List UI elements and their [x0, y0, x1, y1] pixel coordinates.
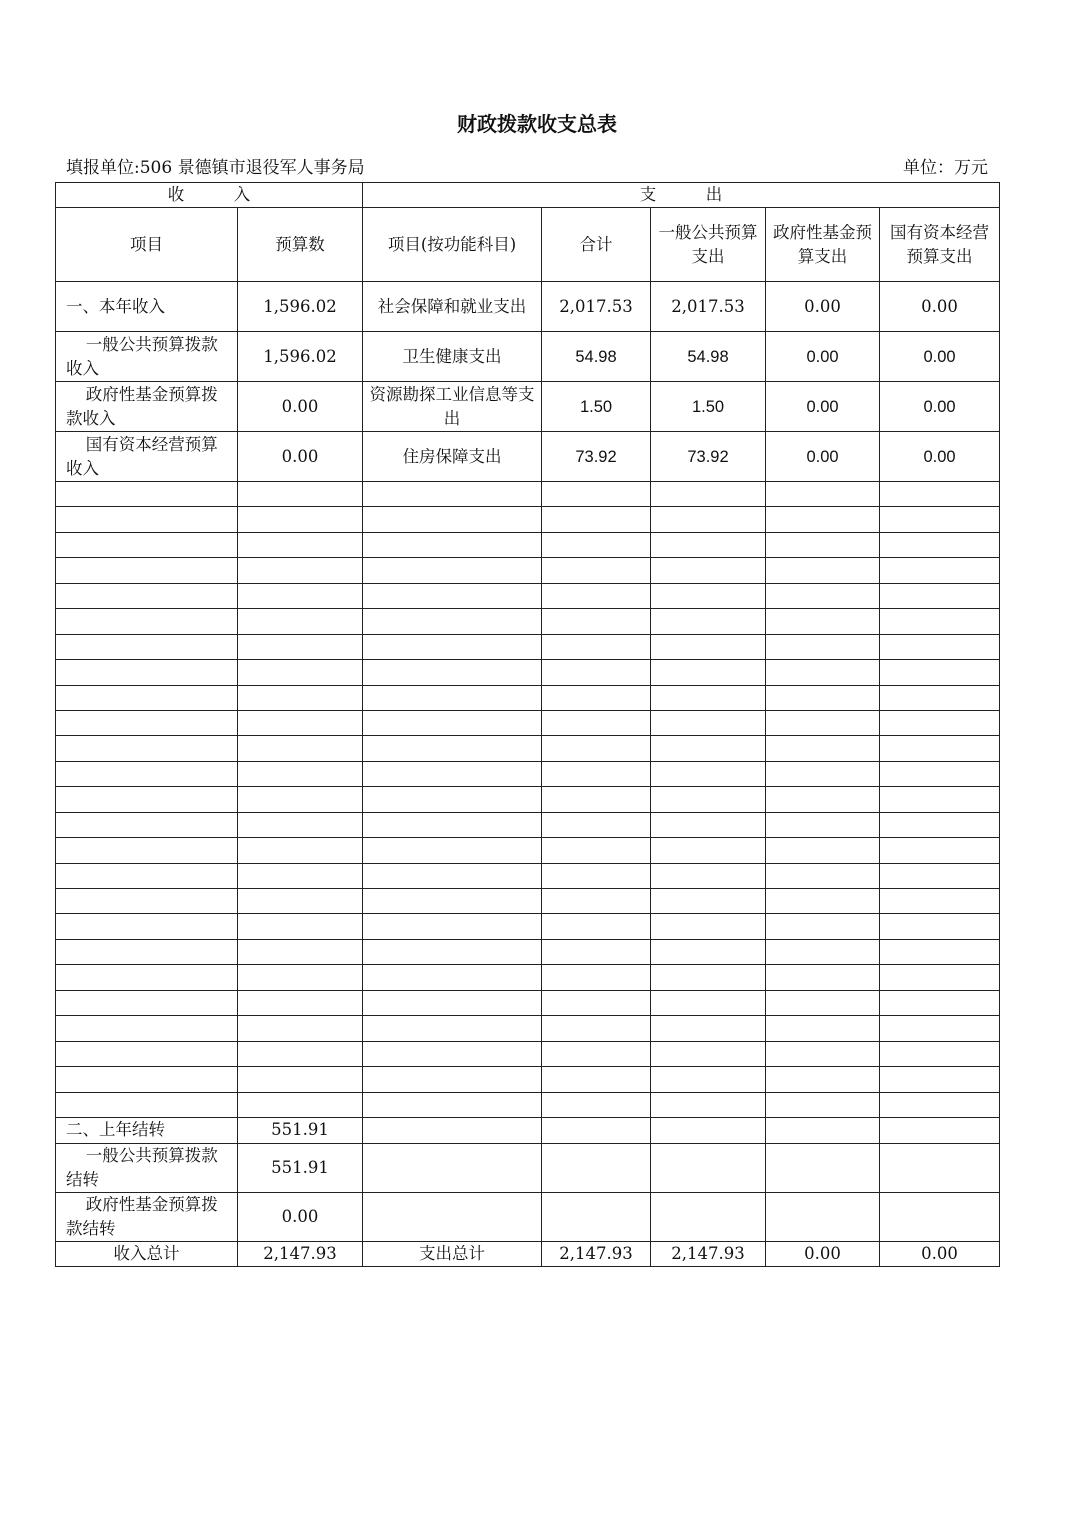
carryover-row: [56, 1143, 1000, 1192]
expense-item-cell: 资源勘探工业信息等支出: [363, 382, 542, 432]
empty-cell: [880, 1143, 1000, 1192]
column-header: 国有资本经营预算支出: [880, 208, 1000, 282]
empty-cell: [238, 812, 363, 837]
empty-cell: [56, 787, 238, 812]
empty-row: [56, 710, 1000, 735]
empty-cell: [363, 736, 542, 761]
empty-cell: [651, 889, 766, 914]
empty-cell: [363, 787, 542, 812]
empty-cell: [542, 914, 651, 939]
empty-cell: [363, 558, 542, 583]
empty-cell: [56, 761, 238, 786]
empty-cell: [651, 863, 766, 888]
empty-cell: [542, 1067, 651, 1092]
empty-cell: [56, 914, 238, 939]
empty-cell: [651, 685, 766, 710]
empty-cell: [238, 914, 363, 939]
empty-cell: [880, 787, 1000, 812]
income-item-cell: 一般公共预算拨款结转: [56, 1143, 238, 1192]
empty-cell: [880, 1016, 1000, 1041]
empty-cell: [238, 507, 363, 532]
empty-cell: [363, 1067, 542, 1092]
fund-budget-cell: 0.00: [766, 332, 880, 382]
empty-cell: [238, 1067, 363, 1092]
empty-cell: [238, 787, 363, 812]
general-budget-cell: 2,017.53: [651, 282, 766, 332]
general-budget-cell: 73.92: [651, 432, 766, 482]
income-item-cell: 政府性基金预算拨款收入: [56, 382, 238, 432]
empty-cell: [766, 1192, 880, 1241]
empty-cell: [542, 1117, 651, 1143]
general-total-value: 2,147.93: [651, 1241, 766, 1266]
empty-cell: [542, 990, 651, 1015]
empty-cell: [766, 761, 880, 786]
empty-cell: [238, 736, 363, 761]
empty-cell: [56, 736, 238, 761]
empty-cell: [238, 990, 363, 1015]
empty-row: [56, 812, 1000, 837]
empty-cell: [766, 532, 880, 557]
empty-cell: [766, 914, 880, 939]
empty-cell: [542, 1143, 651, 1192]
empty-cell: [651, 914, 766, 939]
empty-cell: [238, 583, 363, 608]
empty-cell: [56, 558, 238, 583]
empty-cell: [238, 609, 363, 634]
empty-cell: [651, 761, 766, 786]
empty-cell: [651, 736, 766, 761]
empty-row: [56, 1092, 1000, 1117]
empty-cell: [651, 507, 766, 532]
empty-cell: [651, 558, 766, 583]
empty-cell: [363, 609, 542, 634]
empty-cell: [542, 634, 651, 659]
column-header: 项目(按功能科目): [363, 208, 542, 282]
empty-cell: [363, 583, 542, 608]
page-title: 财政拨款收支总表: [457, 112, 617, 136]
empty-cell: [363, 532, 542, 557]
empty-cell: [880, 761, 1000, 786]
empty-cell: [880, 863, 1000, 888]
empty-row: [56, 990, 1000, 1015]
expense-item-cell: 住房保障支出: [363, 432, 542, 482]
empty-cell: [56, 990, 238, 1015]
empty-cell: [238, 939, 363, 964]
empty-cell: [238, 863, 363, 888]
empty-cell: [880, 710, 1000, 735]
empty-cell: [766, 558, 880, 583]
empty-row: [56, 634, 1000, 659]
income-total-label: 收入总计: [56, 1241, 238, 1266]
empty-cell: [238, 532, 363, 557]
empty-cell: [56, 1092, 238, 1117]
empty-cell: [238, 761, 363, 786]
empty-cell: [766, 838, 880, 863]
fund-total-value: 0.00: [766, 1241, 880, 1266]
empty-cell: [542, 1092, 651, 1117]
empty-cell: [238, 965, 363, 990]
column-header: 政府性基金预算支出: [766, 208, 880, 282]
income-item-cell: 一、本年收入: [56, 282, 238, 332]
currency-unit: 单位：万元: [903, 158, 988, 178]
empty-cell: [542, 609, 651, 634]
empty-cell: [363, 710, 542, 735]
empty-cell: [766, 609, 880, 634]
empty-cell: [880, 939, 1000, 964]
empty-cell: [542, 482, 651, 507]
income-header: 收 入: [56, 183, 363, 208]
column-header: 一般公共预算支出: [651, 208, 766, 282]
empty-cell: [651, 812, 766, 837]
empty-row: [56, 736, 1000, 761]
empty-cell: [766, 507, 880, 532]
expense-total-value: 2,147.93: [542, 1241, 651, 1266]
empty-cell: [238, 685, 363, 710]
empty-cell: [651, 990, 766, 1015]
empty-cell: [56, 965, 238, 990]
empty-cell: [363, 1092, 542, 1117]
empty-cell: [880, 889, 1000, 914]
empty-cell: [651, 838, 766, 863]
empty-cell: [238, 838, 363, 863]
empty-cell: [880, 634, 1000, 659]
state-capital-total-value: 0.00: [880, 1241, 1000, 1266]
empty-cell: [880, 736, 1000, 761]
expense-total-cell: 73.92: [542, 432, 651, 482]
empty-row: [56, 761, 1000, 786]
income-budget-cell: 1,596.02: [238, 332, 363, 382]
empty-cell: [651, 1092, 766, 1117]
empty-cell: [542, 1016, 651, 1041]
column-header-row: [56, 208, 1000, 282]
income-item-cell: 国有资本经营预算收入: [56, 432, 238, 482]
empty-cell: [363, 889, 542, 914]
empty-cell: [56, 889, 238, 914]
empty-cell: [363, 1041, 542, 1066]
fund-budget-cell: 0.00: [766, 382, 880, 432]
empty-cell: [56, 812, 238, 837]
empty-cell: [766, 1117, 880, 1143]
empty-cell: [542, 736, 651, 761]
empty-cell: [651, 634, 766, 659]
empty-row: [56, 532, 1000, 557]
empty-cell: [363, 914, 542, 939]
income-budget-cell: 0.00: [238, 1192, 363, 1241]
empty-cell: [542, 710, 651, 735]
fund-budget-cell: 0.00: [766, 432, 880, 482]
empty-cell: [651, 1016, 766, 1041]
empty-row: [56, 609, 1000, 634]
empty-row: [56, 1016, 1000, 1041]
income-item-cell: 一般公共预算拨款收入: [56, 332, 238, 382]
empty-cell: [363, 660, 542, 685]
income-total-value: 2,147.93: [238, 1241, 363, 1266]
empty-cell: [651, 939, 766, 964]
empty-cell: [880, 507, 1000, 532]
empty-cell: [880, 482, 1000, 507]
general-budget-cell: 1.50: [651, 382, 766, 432]
column-header: 项目: [56, 208, 238, 282]
empty-cell: [542, 863, 651, 888]
empty-cell: [651, 609, 766, 634]
empty-cell: [766, 685, 880, 710]
empty-cell: [880, 1117, 1000, 1143]
carryover-row: [56, 1192, 1000, 1241]
empty-cell: [363, 1016, 542, 1041]
empty-cell: [766, 889, 880, 914]
empty-cell: [651, 787, 766, 812]
income-item-cell: 政府性基金预算拨款结转: [56, 1192, 238, 1241]
empty-cell: [542, 660, 651, 685]
empty-cell: [56, 838, 238, 863]
empty-cell: [363, 812, 542, 837]
income-budget-cell: 1,596.02: [238, 282, 363, 332]
expense-total-cell: 2,017.53: [542, 282, 651, 332]
empty-cell: [880, 812, 1000, 837]
empty-cell: [542, 889, 651, 914]
empty-cell: [542, 1041, 651, 1066]
empty-cell: [363, 990, 542, 1015]
empty-cell: [238, 482, 363, 507]
empty-cell: [238, 889, 363, 914]
empty-row: [56, 787, 1000, 812]
empty-cell: [880, 558, 1000, 583]
empty-cell: [542, 532, 651, 557]
state-capital-cell: 0.00: [880, 382, 1000, 432]
empty-cell: [766, 482, 880, 507]
empty-cell: [363, 1192, 542, 1241]
reporting-unit: 填报单位:506 景德镇市退役军人事务局: [66, 158, 365, 178]
empty-cell: [56, 1016, 238, 1041]
table-row: [56, 282, 1000, 332]
empty-cell: [542, 761, 651, 786]
empty-cell: [363, 965, 542, 990]
empty-cell: [363, 634, 542, 659]
empty-cell: [766, 812, 880, 837]
empty-cell: [766, 634, 880, 659]
expense-total-cell: 54.98: [542, 332, 651, 382]
empty-row: [56, 1041, 1000, 1066]
empty-cell: [651, 965, 766, 990]
empty-cell: [56, 1041, 238, 1066]
income-budget-cell: 551.91: [238, 1143, 363, 1192]
table-row: [56, 432, 1000, 482]
income-budget-cell: 551.91: [238, 1117, 363, 1143]
empty-cell: [542, 939, 651, 964]
empty-row: [56, 685, 1000, 710]
empty-cell: [542, 838, 651, 863]
empty-row: [56, 863, 1000, 888]
empty-row: [56, 482, 1000, 507]
empty-cell: [542, 558, 651, 583]
expense-header: 支 出: [363, 183, 1000, 208]
empty-cell: [363, 939, 542, 964]
empty-cell: [238, 558, 363, 583]
empty-cell: [880, 990, 1000, 1015]
empty-row: [56, 1067, 1000, 1092]
state-capital-cell: 0.00: [880, 282, 1000, 332]
empty-row: [56, 507, 1000, 532]
empty-cell: [56, 482, 238, 507]
empty-cell: [56, 1067, 238, 1092]
empty-cell: [363, 482, 542, 507]
empty-cell: [880, 609, 1000, 634]
state-capital-cell: 0.00: [880, 432, 1000, 482]
empty-cell: [880, 532, 1000, 557]
table-row: [56, 382, 1000, 432]
empty-cell: [880, 1067, 1000, 1092]
empty-cell: [651, 660, 766, 685]
empty-cell: [238, 1041, 363, 1066]
empty-cell: [651, 1067, 766, 1092]
empty-cell: [363, 1117, 542, 1143]
empty-cell: [766, 1016, 880, 1041]
column-header: 合计: [542, 208, 651, 282]
empty-cell: [651, 1041, 766, 1066]
empty-cell: [766, 583, 880, 608]
empty-row: [56, 660, 1000, 685]
empty-cell: [542, 1192, 651, 1241]
empty-cell: [56, 939, 238, 964]
expense-item-cell: 社会保障和就业支出: [363, 282, 542, 332]
empty-cell: [651, 482, 766, 507]
empty-cell: [651, 583, 766, 608]
empty-cell: [238, 710, 363, 735]
empty-cell: [56, 863, 238, 888]
empty-row: [56, 558, 1000, 583]
empty-cell: [880, 660, 1000, 685]
income-item-cell: 二、上年结转: [56, 1117, 238, 1143]
column-header: 预算数: [238, 208, 363, 282]
income-budget-cell: 0.00: [238, 432, 363, 482]
empty-cell: [880, 1092, 1000, 1117]
fund-budget-cell: 0.00: [766, 282, 880, 332]
empty-cell: [56, 685, 238, 710]
empty-cell: [542, 787, 651, 812]
empty-cell: [56, 609, 238, 634]
empty-cell: [363, 685, 542, 710]
empty-cell: [363, 507, 542, 532]
empty-cell: [766, 965, 880, 990]
empty-row: [56, 583, 1000, 608]
empty-cell: [238, 1016, 363, 1041]
table-row: [56, 332, 1000, 382]
empty-cell: [542, 685, 651, 710]
empty-cell: [766, 710, 880, 735]
empty-cell: [651, 1192, 766, 1241]
empty-cell: [766, 787, 880, 812]
empty-cell: [880, 685, 1000, 710]
empty-cell: [766, 1041, 880, 1066]
empty-cell: [238, 660, 363, 685]
empty-cell: [880, 1041, 1000, 1066]
expense-total-label: 支出总计: [363, 1241, 542, 1266]
empty-cell: [56, 710, 238, 735]
empty-cell: [766, 660, 880, 685]
empty-cell: [542, 583, 651, 608]
empty-cell: [542, 965, 651, 990]
empty-cell: [56, 583, 238, 608]
empty-cell: [56, 634, 238, 659]
empty-cell: [766, 863, 880, 888]
budget-summary-table: [55, 182, 1000, 1267]
empty-cell: [542, 812, 651, 837]
empty-cell: [651, 710, 766, 735]
empty-cell: [542, 507, 651, 532]
header-group-row: [56, 183, 1000, 208]
empty-cell: [56, 507, 238, 532]
empty-cell: [651, 1117, 766, 1143]
empty-cell: [766, 1067, 880, 1092]
expense-item-cell: 卫生健康支出: [363, 332, 542, 382]
income-budget-cell: 0.00: [238, 382, 363, 432]
empty-cell: [766, 939, 880, 964]
empty-cell: [880, 914, 1000, 939]
general-budget-cell: 54.98: [651, 332, 766, 382]
empty-cell: [880, 838, 1000, 863]
empty-cell: [766, 736, 880, 761]
empty-cell: [363, 838, 542, 863]
empty-cell: [880, 1192, 1000, 1241]
empty-cell: [363, 761, 542, 786]
empty-row: [56, 939, 1000, 964]
empty-row: [56, 914, 1000, 939]
empty-cell: [363, 863, 542, 888]
empty-cell: [766, 1143, 880, 1192]
totals-row: [56, 1241, 1000, 1266]
empty-cell: [880, 965, 1000, 990]
empty-cell: [880, 583, 1000, 608]
empty-cell: [651, 532, 766, 557]
empty-cell: [651, 1143, 766, 1192]
empty-cell: [238, 634, 363, 659]
empty-row: [56, 838, 1000, 863]
empty-row: [56, 889, 1000, 914]
empty-cell: [238, 1092, 363, 1117]
empty-cell: [766, 1092, 880, 1117]
empty-cell: [56, 532, 238, 557]
carryover-row: [56, 1117, 1000, 1143]
empty-cell: [56, 660, 238, 685]
expense-total-cell: 1.50: [542, 382, 651, 432]
state-capital-cell: 0.00: [880, 332, 1000, 382]
empty-row: [56, 965, 1000, 990]
empty-cell: [363, 1143, 542, 1192]
empty-cell: [766, 990, 880, 1015]
